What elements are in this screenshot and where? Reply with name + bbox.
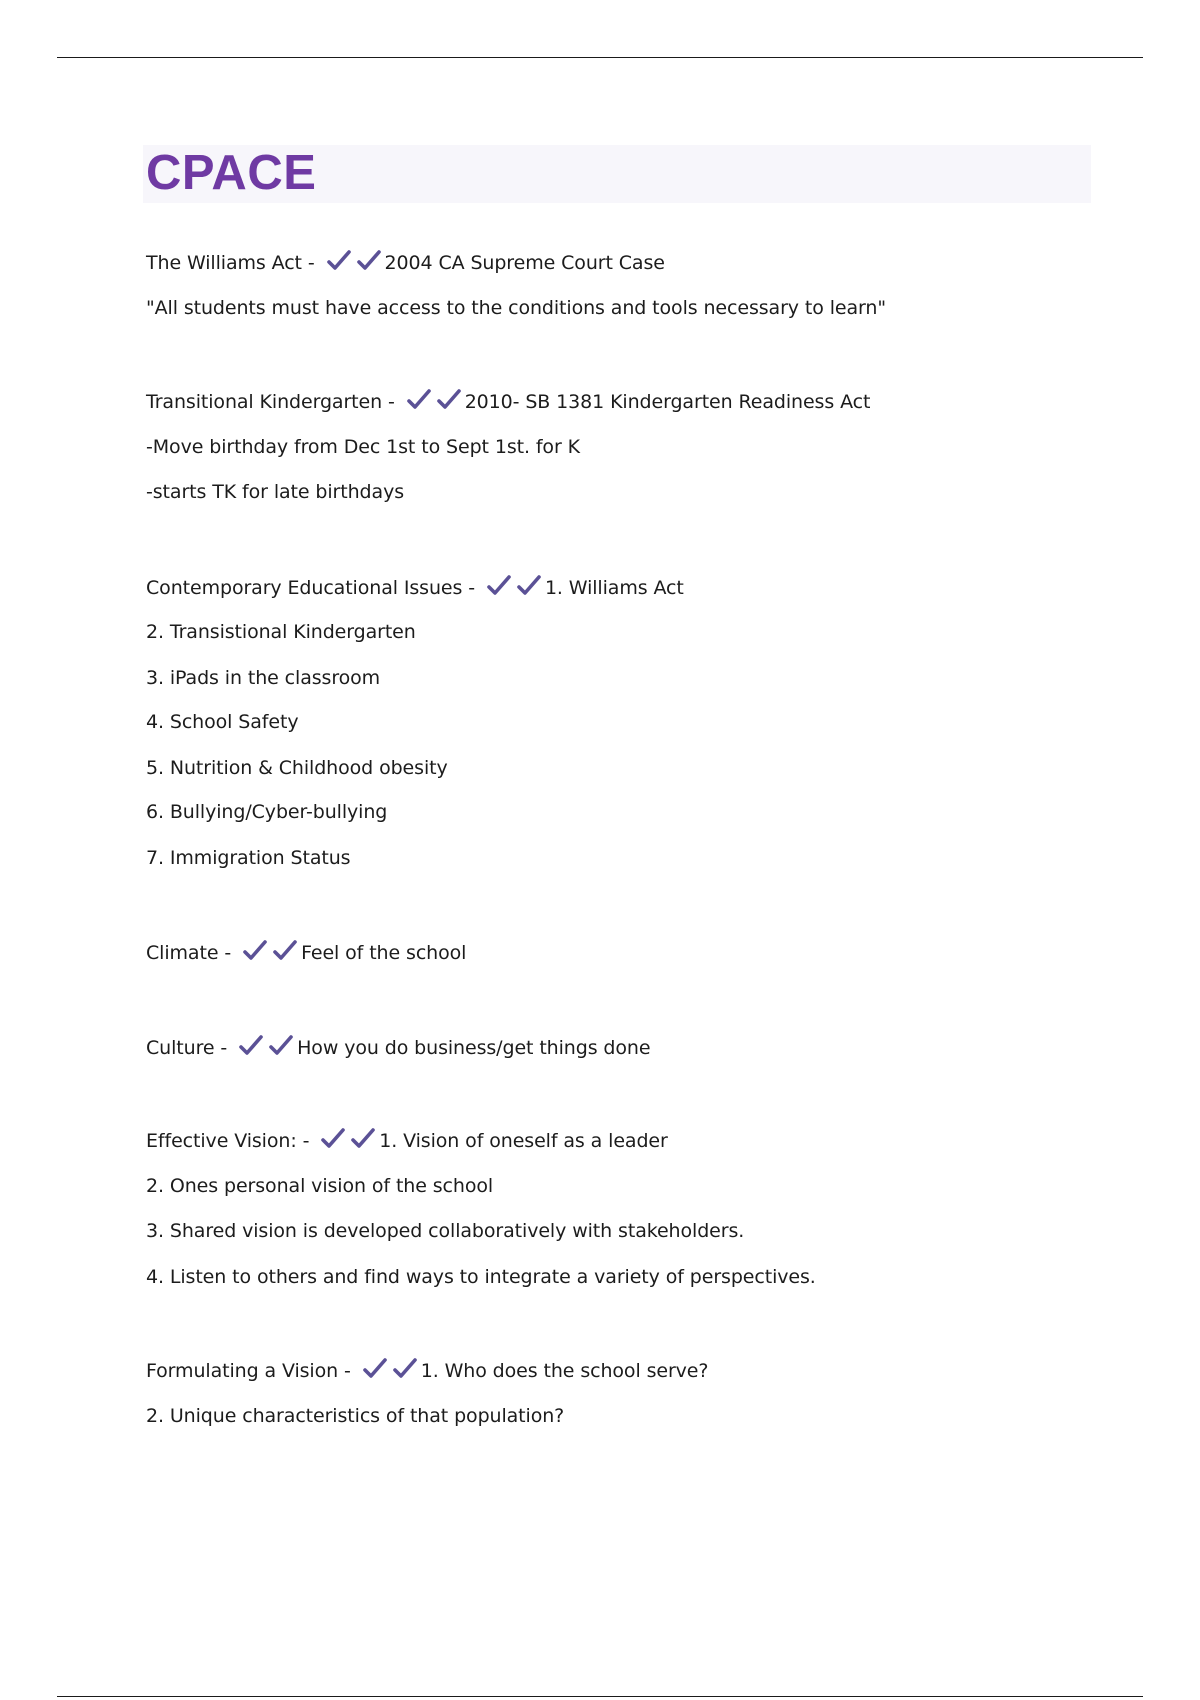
entry-term-line xyxy=(146,940,466,965)
entry-term: Effective Vision: - xyxy=(146,1130,316,1152)
entry-answer: Feel of the school xyxy=(301,942,467,964)
entry-answer: How you do business/get things done xyxy=(297,1037,651,1059)
entry-line: 3. iPads in the classroom xyxy=(146,667,381,689)
entry-line: 5. Nutrition & Childhood obesity xyxy=(146,757,448,779)
entry-answer: 1. Williams Act xyxy=(544,577,684,599)
entry-term: Climate - xyxy=(146,942,238,964)
entry-term-line xyxy=(146,250,665,275)
entry-answer: 2004 CA Supreme Court Case xyxy=(384,252,665,274)
entry-term: Contemporary Educational Issues - xyxy=(146,577,481,599)
checkmark-icon xyxy=(357,250,381,272)
entry-term-line xyxy=(146,1128,668,1153)
checkmark-icon xyxy=(269,1035,293,1057)
entry-term: Formulating a Vision - xyxy=(146,1360,357,1382)
checkmark-icon xyxy=(273,940,297,962)
checkmark-icon xyxy=(363,1358,387,1380)
entry-answer: 1. Who does the school serve? xyxy=(420,1360,709,1382)
top-rule xyxy=(57,57,1143,58)
checkmark-icon xyxy=(517,575,541,597)
checkmark-icon xyxy=(243,940,267,962)
checkmark-icon xyxy=(437,389,461,411)
bottom-rule xyxy=(57,1696,1143,1697)
entry-line: 3. Shared vision is developed collaboratively with stakeholders. xyxy=(146,1220,745,1242)
entry-term: Transitional Kindergarten - xyxy=(146,391,401,413)
checkmark-icon xyxy=(351,1128,375,1150)
checkmark-icon xyxy=(321,1128,345,1150)
entry-answer: 1. Vision of oneself as a leader xyxy=(379,1130,668,1152)
checkmark-icon xyxy=(487,575,511,597)
checkmark-icon xyxy=(407,389,431,411)
page-title: CPACE xyxy=(146,146,317,200)
checkmark-icon xyxy=(393,1358,417,1380)
entry-line: 4. Listen to others and find ways to integrate a variety of perspectives. xyxy=(146,1266,816,1288)
entry-answer: 2010- SB 1381 Kindergarten Readiness Act xyxy=(464,391,871,413)
entry-line: 2. Transistional Kindergarten xyxy=(146,621,416,643)
entry-line: 6. Bullying/Cyber-bullying xyxy=(146,801,388,823)
entry-line: 4. School Safety xyxy=(146,711,299,733)
entry-term: The Williams Act - xyxy=(146,252,321,274)
checkmark-icon xyxy=(239,1035,263,1057)
entry-line: -starts TK for late birthdays xyxy=(146,481,405,503)
entry-term-line xyxy=(146,1035,650,1060)
entry-term-line xyxy=(146,389,870,414)
entry-line: 2. Ones personal vision of the school xyxy=(146,1175,494,1197)
entry-term: Culture - xyxy=(146,1037,234,1059)
entry-line: "All students must have access to the conditions and tools necessary to learn" xyxy=(146,297,886,319)
entry-line: 2. Unique characteristics of that population? xyxy=(146,1405,565,1427)
entry-line: -Move birthday from Dec 1st to Sept 1st. for K xyxy=(146,436,580,458)
entry-line: 7. Immigration Status xyxy=(146,847,351,869)
entry-term-line xyxy=(146,1358,708,1383)
checkmark-icon xyxy=(327,250,351,272)
entry-term-line xyxy=(146,575,684,600)
